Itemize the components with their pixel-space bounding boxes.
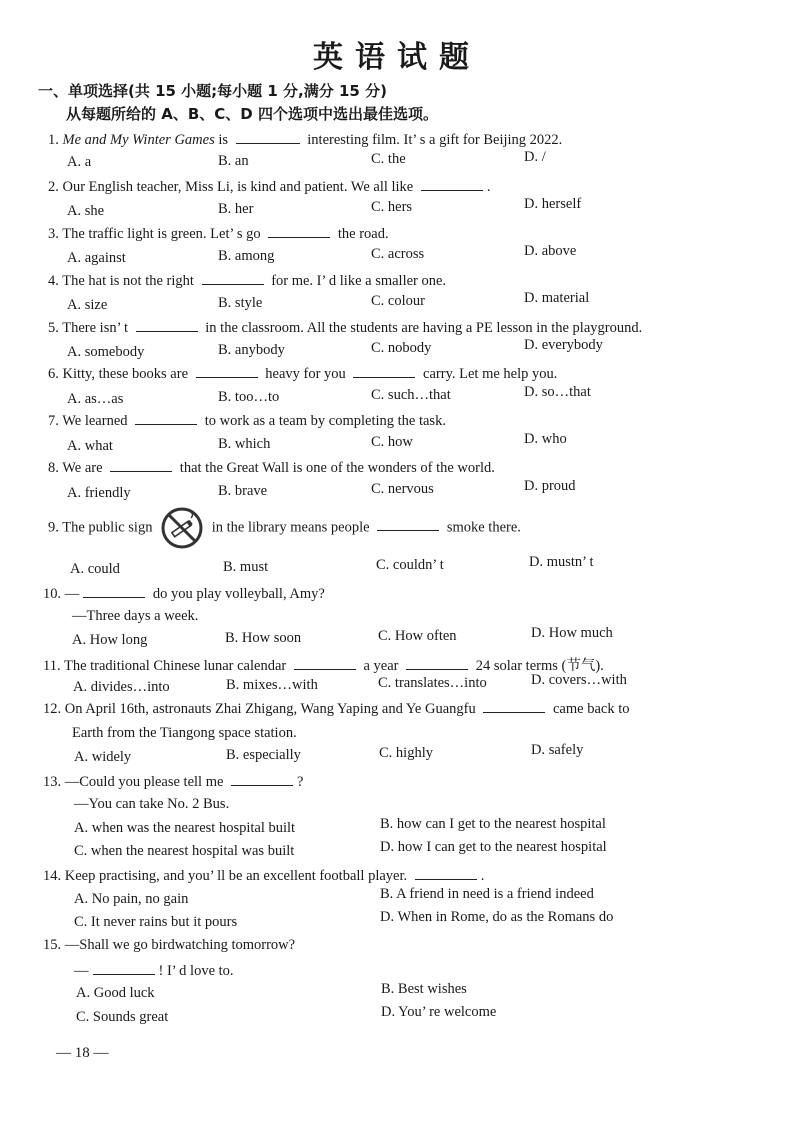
option-c: C. couldn’ t: [376, 557, 444, 573]
option-c: C. highly: [379, 745, 433, 761]
answer-blank: [406, 656, 468, 670]
option-c: C. such…that: [371, 387, 451, 403]
no-smoking-icon: [160, 506, 204, 550]
option-d: D. material: [524, 290, 590, 306]
question-8: 8. We are that the Great Wall is one of the wonders of the world.: [48, 460, 495, 476]
option-a: A. widely: [74, 749, 132, 765]
answer-blank: [93, 961, 155, 975]
option-b: B. A friend in need is a friend indeed: [380, 886, 594, 902]
question-3: 3. The traffic light is green. Let’ s go the road.: [48, 226, 389, 242]
answer-blank: [268, 224, 330, 238]
option-a: A. a: [67, 154, 92, 170]
option-d: D. above: [524, 243, 577, 259]
question-5: 5. There isn’ t in the classroom. All the students are having a PE lesson in the playground.: [48, 320, 643, 336]
option-c: C. nervous: [371, 481, 434, 497]
question-14: 14. Keep practising, and you’ ll be an excellent football player. .: [43, 868, 485, 884]
option-a: A. divides…into: [73, 679, 170, 695]
option-c: C. how: [371, 434, 413, 450]
option-b: B. How soon: [225, 630, 302, 646]
option-a: A. what: [67, 438, 113, 454]
answer-blank: [294, 656, 356, 670]
option-c: C. Sounds great: [76, 1009, 169, 1025]
question-12: 12. On April 16th, astronauts Zhai Zhigang, Wang Yaping and Ye Guangfu came back to: [43, 701, 630, 717]
question-number: 1.: [48, 132, 59, 148]
answer-blank: [421, 177, 483, 191]
option-a: A. could: [70, 561, 120, 577]
option-d: D. proud: [524, 478, 576, 494]
question-1: 1. Me and My Winter Games is interesting film. It’ s a gift for Beijing 2022.: [48, 132, 563, 148]
movie-title: Me and My Winter Games: [62, 132, 215, 148]
question-line-2: Earth from the Tiangong space station.: [72, 725, 297, 741]
option-d: D. herself: [524, 196, 582, 212]
option-a: A. How long: [72, 632, 148, 648]
option-b: B. anybody: [218, 342, 285, 358]
answer-blank: [353, 364, 415, 378]
option-a: A. as…as: [67, 391, 124, 407]
question-reply: —You can take No. 2 Bus.: [74, 796, 230, 812]
exam-title: 英语试题: [313, 40, 481, 75]
answer-blank: [136, 318, 198, 332]
question-11: 11. The traditional Chinese lunar calendar a year 24 solar terms (节气).: [43, 658, 604, 674]
option-c: C. How often: [378, 628, 457, 644]
option-b: B. style: [218, 295, 263, 311]
option-b: B. Best wishes: [381, 981, 467, 997]
answer-blank: [135, 411, 197, 425]
option-b: B. her: [218, 201, 254, 217]
section-instructions: 从每题所给的 A、B、C、D 四个选项中选出最佳选项。: [66, 105, 438, 123]
option-d: D. how I can get to the nearest hospital: [380, 839, 607, 855]
option-d: D. who: [524, 431, 567, 447]
option-c: C. when the nearest hospital was built: [74, 843, 295, 859]
option-b: B. how can I get to the nearest hospital: [380, 816, 606, 832]
option-d: D. How much: [531, 625, 613, 641]
option-a: A. against: [67, 250, 126, 266]
question-10: 10. — do you play volleyball, Amy?: [43, 586, 325, 602]
question-4: 4. The hat is not the right for me. I’ d like a smaller one.: [48, 273, 447, 289]
option-c: C. the: [371, 151, 406, 167]
option-c: C. It never rains but it pours: [74, 914, 238, 930]
answer-blank: [231, 772, 293, 786]
option-d: D. When in Rome, do as the Romans do: [380, 909, 614, 925]
question-15: 15. —Shall we go birdwatching tomorrow?: [43, 937, 296, 953]
question-2: 2. Our English teacher, Miss Li, is kind and patient. We all like .: [48, 179, 491, 195]
option-c: C. colour: [371, 293, 425, 309]
option-d: D. so…that: [524, 384, 591, 400]
question-7: 7. We learned to work as a team by completing the task.: [48, 413, 446, 429]
option-b: B. an: [218, 153, 249, 169]
question-reply: — ! I’ d love to.: [74, 963, 234, 979]
question-13: 13. —Could you please tell me ?: [43, 774, 304, 790]
option-c: C. nobody: [371, 340, 432, 356]
answer-blank: [415, 866, 477, 880]
option-b: B. must: [223, 559, 269, 575]
answer-blank: [236, 130, 300, 144]
option-b: B. especially: [226, 747, 301, 763]
option-b: B. brave: [218, 483, 268, 499]
answer-blank: [83, 584, 145, 598]
option-a: A. Good luck: [76, 985, 155, 1001]
option-b: B. too…to: [218, 389, 280, 405]
option-c: C. translates…into: [378, 675, 487, 691]
option-c: C. across: [371, 246, 425, 262]
option-c: C. hers: [371, 199, 413, 215]
option-a: A. when was the nearest hospital built: [74, 820, 296, 836]
option-a: A. No pain, no gain: [74, 891, 189, 907]
option-b: B. among: [218, 248, 275, 264]
option-b: B. which: [218, 436, 271, 452]
option-a: A. size: [67, 297, 108, 313]
answer-blank: [110, 458, 172, 472]
option-b: B. mixes…with: [226, 677, 318, 693]
question-9: 9. The public sign in the library means people smoke there.: [48, 506, 521, 550]
option-d: D. mustn’ t: [529, 554, 594, 570]
page-number: — 18 —: [56, 1045, 109, 1061]
option-d: D. everybody: [524, 337, 603, 353]
answer-blank: [196, 364, 258, 378]
option-a: A. she: [67, 203, 105, 219]
answer-blank: [483, 699, 545, 713]
question-reply: —Three days a week.: [72, 608, 199, 624]
option-d: D. /: [524, 149, 546, 165]
option-a: A. friendly: [67, 485, 131, 501]
answer-blank: [377, 517, 439, 531]
section-heading: 一、单项选择(共 15 小题;每小题 1 分,满分 15 分): [38, 82, 387, 100]
option-d: D. safely: [531, 742, 584, 758]
answer-blank: [202, 271, 264, 285]
question-6: 6. Kitty, these books are heavy for you carry. Let me help you.: [48, 366, 558, 382]
option-a: A. somebody: [67, 344, 145, 360]
option-d: D. You’ re welcome: [381, 1004, 497, 1020]
option-d: D. covers…with: [531, 672, 627, 688]
